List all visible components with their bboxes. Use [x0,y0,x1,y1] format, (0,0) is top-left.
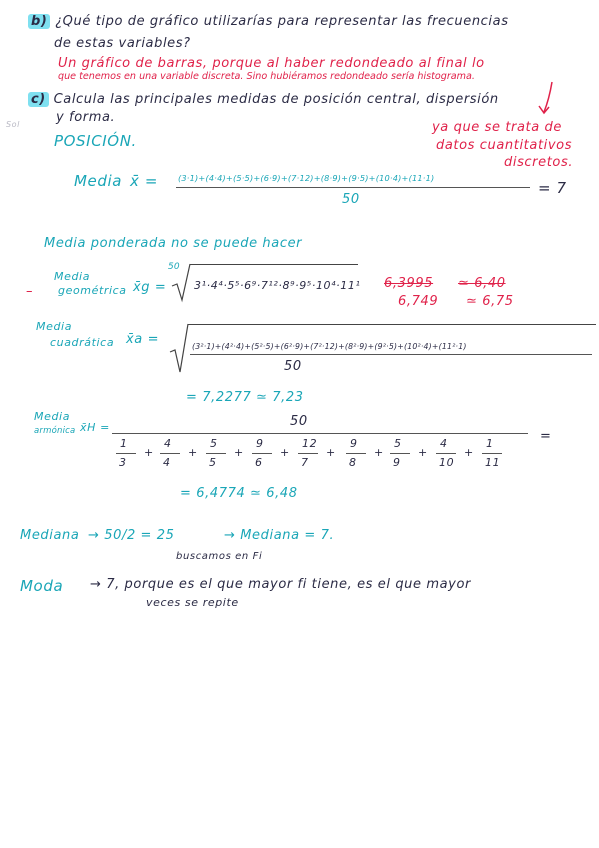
armonica-term-line [252,453,272,454]
plus-sign: + [144,446,154,459]
geometrica-root-index: 50 [168,262,180,272]
mediana-result: → Mediana = 7. [224,528,335,543]
armonica-term-numerator: 4 [164,437,172,450]
armonica-term-denominator: 10 [439,456,455,469]
armonica-term-denominator: 4 [163,456,171,469]
margin-note: Sol [6,120,20,129]
armonica-result: = 6,4774 ≃ 6,48 [180,486,298,501]
media-numerator: (3·1)+(4·4)+(5·5)+(6·9)+(7·12)+(8·9)+(9·5)+(10·4)+(11·1) [178,173,435,183]
armonica-label-line2: armónica [34,426,76,436]
part-b-marker: b) [28,14,50,29]
cuadratica-denominator: 50 [284,359,302,374]
geometrica-radical-bar [190,264,358,265]
part-b-question-line1: b) ¿Qué tipo de gráfico utilizarías para representar las frecuencias [28,14,509,29]
part-b-answer-line2: que tenemos en una variable discreta. Sino hubiéramos redondeado sería histograma. [58,71,475,82]
armonica-term-numerator: 5 [210,437,218,450]
media-result: = 7 [538,179,567,197]
plus-sign: + [326,446,336,459]
posicion-title: POSICIÓN. [54,132,137,150]
media-denominator: 50 [342,192,360,207]
armonica-term-denominator: 7 [301,456,309,469]
armonica-equals: = [540,429,552,444]
geometrica-bullet: – [26,284,34,299]
armonica-term-line [346,453,366,454]
media-fraction-line [176,187,530,188]
armonica-label-line1: Media [34,410,71,423]
arrow-icon [530,80,560,120]
armonica-symbol: x̄H = [80,421,110,434]
armonica-term-denominator: 6 [255,456,263,469]
cuadratica-symbol: x̄a = [126,332,160,347]
moda-line1: → 7, porque es el que mayor fi tiene, es el que mayor [90,577,471,592]
armonica-term-numerator: 9 [350,437,358,450]
geometrica-symbol: x̄g = [133,280,167,295]
armonica-term-numerator: 5 [394,437,402,450]
side-note-line3: discretos. [504,155,574,170]
armonica-term-line [482,453,502,454]
cuadratica-result: = 7,2277 ≃ 7,23 [186,390,304,405]
part-c-question-line1: c) Calcula las principales medidas de posición central, dispersión [28,92,499,107]
media-label: Media [74,172,123,190]
radical-sign-icon [170,262,192,304]
armonica-term-line [116,453,136,454]
plus-sign: + [280,446,290,459]
armonica-term-denominator: 8 [349,456,357,469]
cuadratica-numerator: (3²·1)+(4²·4)+(5²·5)+(6²·9)+(7²·12)+(8²·9)+(9²·5)+(10²·4)+(11²·1) [192,342,467,351]
armonica-term-denominator: 9 [393,456,401,469]
armonica-term-numerator: 9 [256,437,264,450]
cuadratica-radical-bar [188,324,596,325]
geometrica-label-line2: geométrica [58,284,127,297]
mediana-calc: → 50/2 = 25 [88,528,175,543]
armonica-term-line [298,453,318,454]
side-note-line2: datos cuantitativos [436,138,573,153]
armonica-term-line [390,453,410,454]
moda-label: Moda [20,577,64,595]
cuadratica-label-line1: Media [36,320,73,333]
plus-sign: + [464,446,474,459]
side-note-line1: ya que se trata de [432,120,562,135]
armonica-fraction-line [112,433,528,434]
armonica-term-line [160,453,180,454]
armonica-numerator: 50 [290,414,308,429]
armonica-term-numerator: 1 [486,437,494,450]
plus-sign: + [234,446,244,459]
armonica-term-denominator: 11 [485,456,501,469]
plus-sign: + [374,446,384,459]
plus-sign: + [188,446,198,459]
armonica-term-numerator: 12 [302,437,318,450]
cuadratica-fraction-line [190,354,592,355]
media-ponderada-note: Media ponderada no se puede hacer [44,236,303,251]
armonica-term-denominator: 5 [209,456,217,469]
moda-line2: veces se repite [146,596,239,609]
part-b-answer-line1: Un gráfico de barras, porque al haber redondeado al final lo [58,56,485,71]
geometrica-approx: ≃ 6,75 [466,294,514,309]
geometrica-result: 6,749 [398,294,439,309]
armonica-term-numerator: 1 [120,437,128,450]
geometrica-struck-approx: ≃ 6,40 [458,276,506,291]
radical-sign-icon [168,322,190,376]
armonica-term-line [436,453,456,454]
mediana-label: Mediana [20,528,80,543]
part-c-marker: c) [28,92,49,107]
plus-sign: + [418,446,428,459]
armonica-term-numerator: 4 [440,437,448,450]
mediana-note: buscamos en Fi [176,551,263,562]
armonica-term-line [206,453,226,454]
part-b-question-line2: de estas variables? [54,36,191,51]
armonica-term-denominator: 3 [119,456,127,469]
geometrica-radicand: 3¹·4⁴·5⁵·6⁹·7¹²·8⁹·9⁵·10⁴·11¹ [194,279,361,292]
media-symbol: x̄ = [130,172,159,190]
cuadratica-label-line2: cuadrática [50,336,115,349]
geometrica-struck-result: 6,3995 [384,276,434,291]
geometrica-label-line1: Media [54,270,91,283]
part-c-question-line2: y forma. [56,110,116,125]
